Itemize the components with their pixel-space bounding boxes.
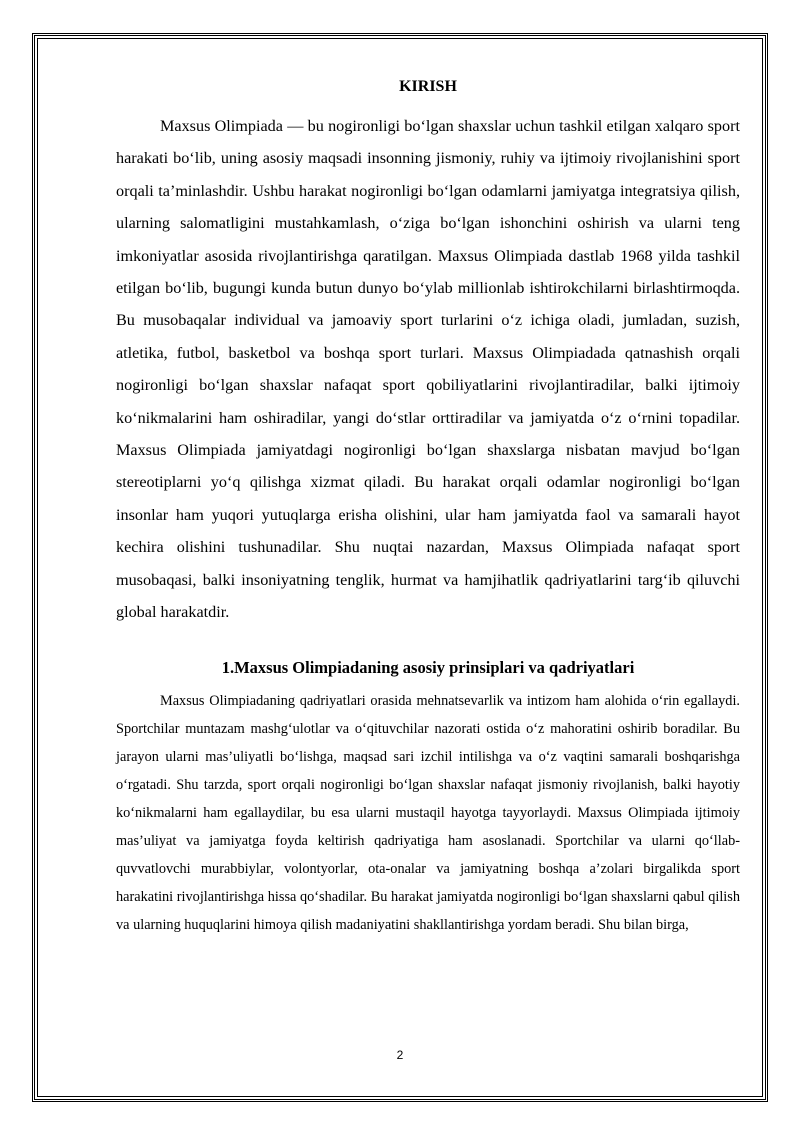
- document-body: [116, 74, 740, 939]
- section-title: 1.Maxsus Olimpiadaning asosiy prinsiplari va qadriyatlari: [221, 657, 635, 677]
- document-heading: KIRISH: [399, 78, 457, 95]
- page-number: 2: [396, 1048, 404, 1062]
- intro-paragraph: Maxsus Olimpiada — bu nogironligi bo‘lgan shaxslar uchun tashkil etilgan xalqaro sport harakati bo‘lib, uning asosiy maqsadi insonning jismoniy, ruhiy va ijtimoiy rivojlanishini sport orqali ta’minlashdir. Ushbu harakat nogironligi bo‘lgan odamlarni jamiyatga integratsiya qilish, ularning salomatligini mustahkamlash, o‘ziga bo‘lgan ishonchini oshirish va ularni teng imkoniyatlar asosida rivojlantirishga qaratilgan. Maxsus Olimpiada dastlab 1968 yilda tashkil etilgan bo‘lib, bugungi kunda butun dunyo bo‘ylab millionlab ishtirokchilarni birlashtirmoqda. Bu musobaqalar individual va jamoaviy sport turlarini o‘z ichiga oladi, jumladan, suzish, atletika, futbol, basketbol va boshqa sport turlari. Maxsus Olimpiadada qatnashish orqali nogironligi bo‘lgan shaxslar nafaqat sport qobiliyatlarini rivojlantiradilar, balki ijtimoiy ko‘nikmalarini ham oshiradilar, yangi do‘stlar orttiradilar va jamiyatda o‘z o‘rnini topadilar. Maxsus Olimpiada jamiyatdagi nogironligi bo‘lgan shaxslarga nisbatan mavjud bo‘lgan stereotiplarni yo‘q qilishga xizmat qiladi. Bu harakat orqali odamlar nogironligi bo‘lgan insonlar ham yuqori yutuqlarga erisha olishini, ular ham jamiyatda faol va samarali hayot kechira olishini tushunadilar. Shu nuqtai nazardan, Maxsus Olimpiada nafaqat sport musobaqasi, balki insoniyatning tenglik, hurmat va hamjihatlik qadriyatlarini targ‘ib qiluvchi global harakatdir.: [116, 117, 740, 622]
- section-paragraph: Maxsus Olimpiadaning qadriyatlari orasida mehnatsevarlik va intizom ham alohida o‘rin egallaydi. Sportchilar muntazam mashg‘ulotlar va o‘qituvchilar nazorati ostida o‘z mahoratini oshirib boradilar. Bu jarayon ularni mas’uliyatli bo‘lishga, maqsad sari izchil intilishga va o‘z vaqtini samarali boshqarishga o‘rgatadi. Shu tarzda, sport orqali nogironligi bo‘lgan shaxslar nafaqat jismoniy rivojlanish, balki hayotiy ko‘nikmalarni ham egallaydilar, bu esa ularni mustaqil hayotga tayyorlaydi. Maxsus Olimpiada ijtimoiy mas’uliyat va jamiyatga foyda keltirish qadriyatiga ham asoslanadi. Sportchilar va ularni qo‘llab-quvvatlovchi murabbiylar, volontyorlar, ota-onalar va jamiyatning boshqa a’zolari birgalikda sport harakatini rivojlantirishga hissa qo‘shadilar. Bu harakat jamiyatda nogironligi bo‘lgan shaxslarni qabul qilish va ularning huquqlarini himoya qilish madaniyatini shakllantirishga yordam beradi. Shu bilan birga,: [116, 692, 740, 933]
